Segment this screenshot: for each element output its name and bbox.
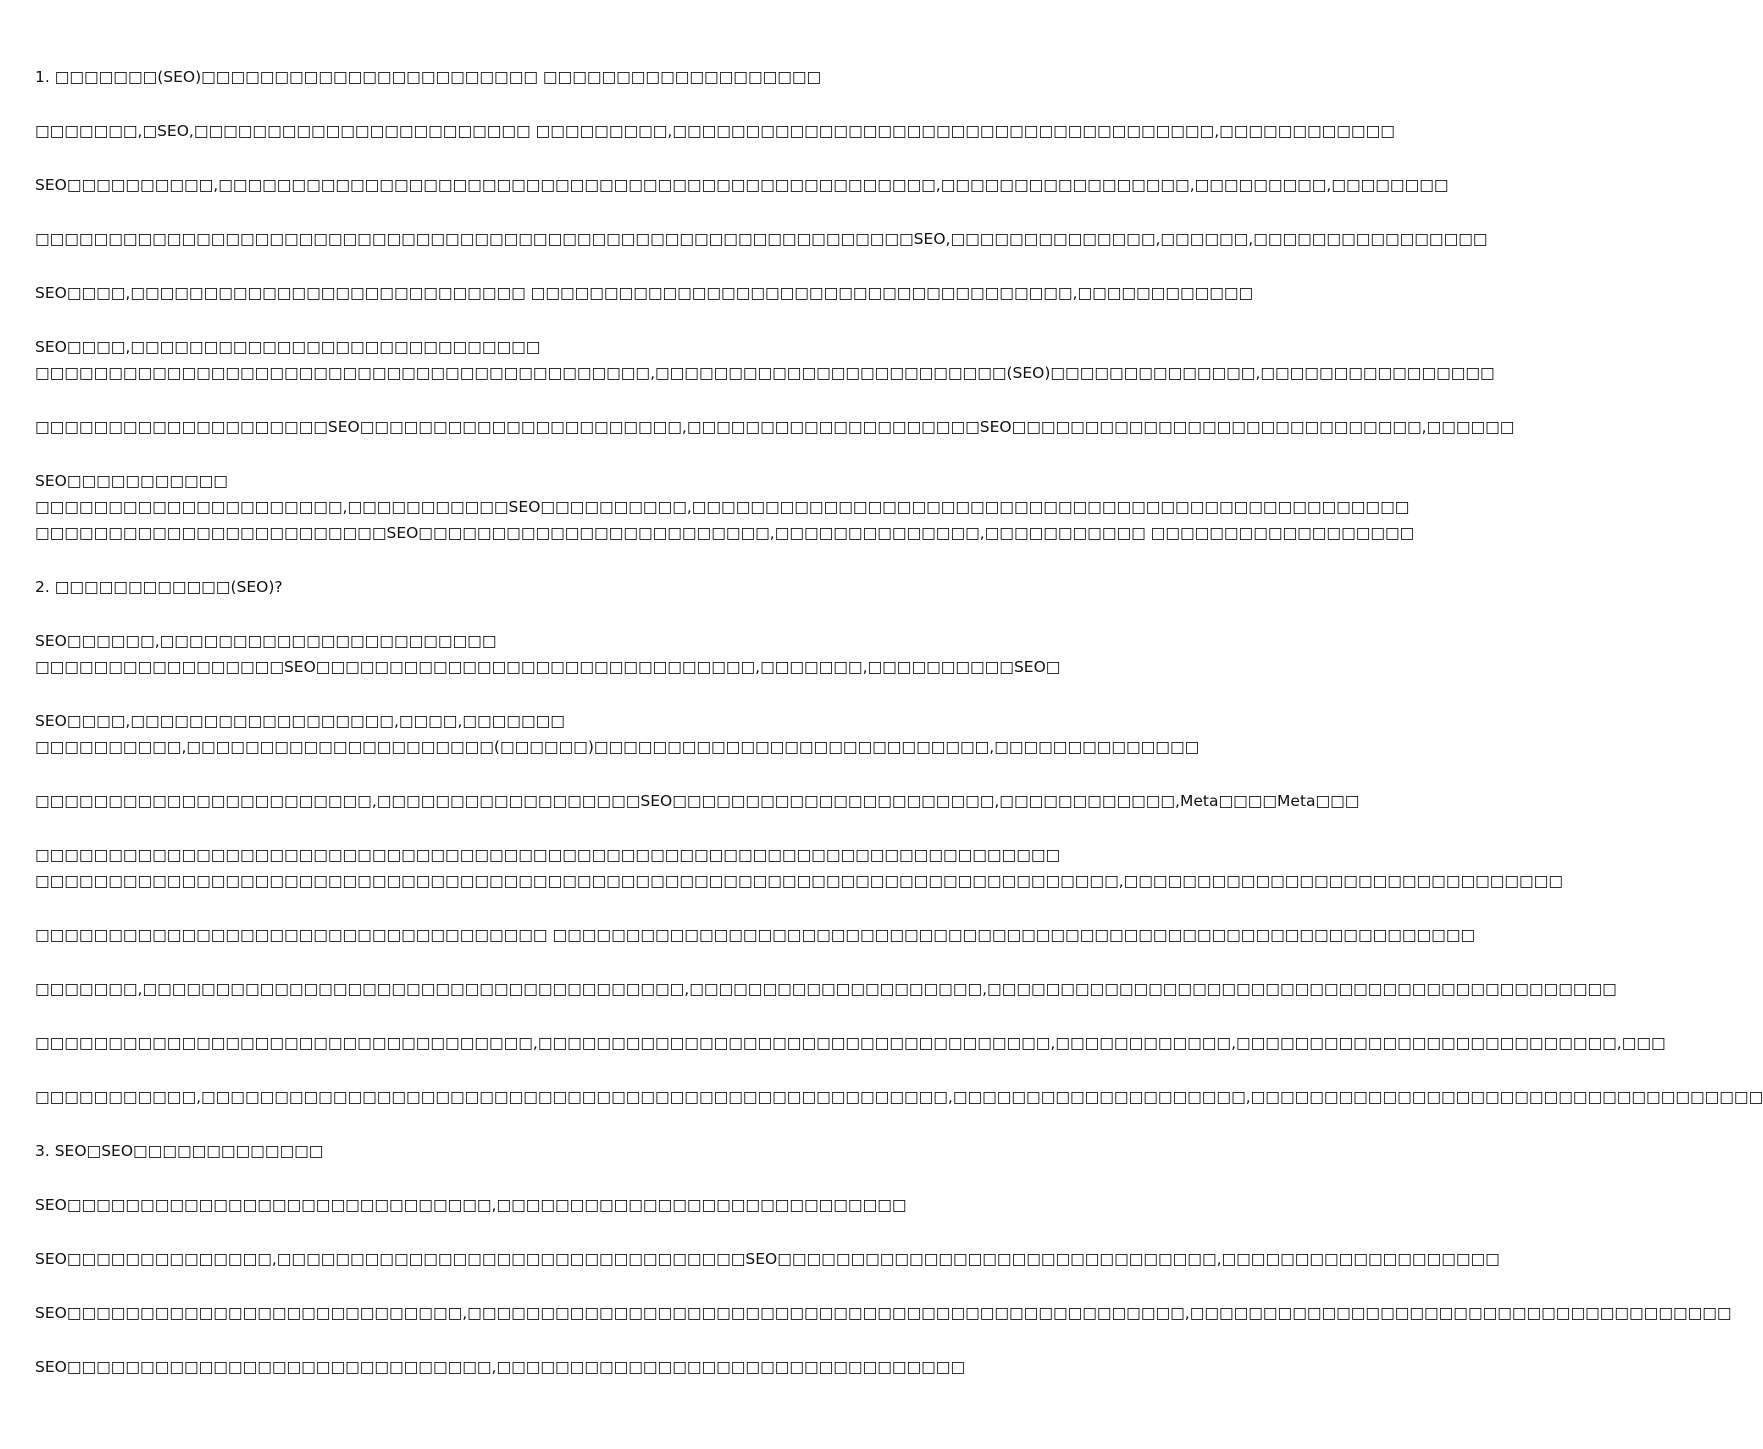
text-line: □□□□□□□□□□□□□□□□□□□□□□□□□□□□□□□□□□□□□□□□□□□□□□□□□□□□□□□□□□□□SEO,□□□□□□□□□□□□□□,□□□□□□,□□□□□□□□□□□□□□□□ (35, 230, 1488, 248)
text-line: □□□□□□□,□SEO,□□□□□□□□□□□□□□□□□□□□□□□ □□□□□□□□□,□□□□□□□□□□□□□□□□□□□□□□□□□□□□□□□□□□□□□,□□□□□□□□□□□□ (35, 122, 1395, 140)
text-line: SEO□□□□□□□□□□□□□□□□□□□□□□□□□□□□□,□□□□□□□□□□□□□□□□□□□□□□□□□□□□ (35, 1196, 907, 1214)
paragraph (35, 574, 990, 600)
text-line: □□□□□□□□□□□,□□□□□□□□□□□□□□□□□□□□□□□□□□□□□□□□□□□□□□□□□□□□□□□□□□□,□□□□□□□□□□□□□□□□□□□□,□□□□□□□□□□□□□□□□□□□□□□□□□□□□□□□□□□□ (35, 1088, 1763, 1106)
paragraph (35, 976, 1617, 1002)
paragraph (35, 628, 1061, 680)
text-line: SEO□□□□,□□□□□□□□□□□□□□□□□□□□□□□□□□□ □□□□□□□□□□□□□□□□□□□□□□□□□□□□□□□□□□□□□,□□□□□□□□□□□□ (35, 284, 1254, 302)
text-line: □□□□□□□□□□□□□□□□□SEO□□□□□□□□□□□□□□□□□□□□□□□□□□□□□□,□□□□□□□,□□□□□□□□□□SEO□ (35, 658, 1061, 676)
text-line: □□□□□□□□□□□□□□□□□□□□SEO□□□□□□□□□□□□□□□□□□□□□□,□□□□□□□□□□□□□□□□□□□□SEO□□□□□□□□□□□□□□□□□□□□□□□□□□□□,□□□□□□ (35, 418, 1515, 436)
text-line: □□□□□□□□□□□□□□□□□□□□□□□□□□□□□□□□□□□ □□□□□□□□□□□□□□□□□□□□□□□□□□□□□□□□□□□□□□□□□□□□□□□□□□□□□□□□□□□□□□□ (35, 926, 1476, 944)
text-line: □□□□□□□□□□□□□□□□□□□□□□□□SEO□□□□□□□□□□□□□□□□□□□□□□□□,□□□□□□□□□□□□□□,□□□□□□□□□□□ □□□□□□□□□□□□□□□□□□ (35, 524, 1415, 542)
text-line: SEO□□□□□□,□□□□□□□□□□□□□□□□□□□□□□□ (35, 632, 497, 650)
text-line: □□□□□□□□□□□□□□□□□□□□□□□□□□□□□□□□□□□□□□□□□□,□□□□□□□□□□□□□□□□□□□□□□□□(SEO)□□□□□□□□□□□□□□,□□□□□□□□□□□□□□□□ (35, 364, 1495, 382)
text-line: SEO□□□□,□□□□□□□□□□□□□□□□□□,□□□□,□□□□□□□ (35, 712, 565, 730)
paragraph (35, 64, 990, 90)
text-line: □□□□□□□□□□□□□□□□□□□□□□□,□□□□□□□□□□□□□□□□□□SEO□□□□□□□□□□□□□□□□□□□□□□,□□□□□□□□□□□□,Meta□□□□Meta□□□ (35, 792, 1360, 810)
text-line: □□□□□□□□□□□□□□□□□□□□□□□□□□□□□□□□□□□□□□□□□□□□□□□□□□□□□□□□□□□□□□□□□□□□□□□□□□,□□□□□□□□□□□□□□□□□□□□□□□□□□□□□□ (35, 872, 1563, 890)
text-line: □□□□□□□□□□□□□□□□□□□□□□□□□□□□□□□□□□,□□□□□□□□□□□□□□□□□□□□□□□□□□□□□□□□□□□,□□□□□□□□□□□□,□□□□□□□□□□□□□□□□□□□□□□□□□□,□□□ (35, 1034, 1666, 1052)
text-line: 3. SEO□SEO□□□□□□□□□□□□□ (35, 1142, 324, 1160)
text-line: SEO□□□□□□□□□□,□□□□□□□□□□□□□□□□□□□□□□□□□□□□□□□□□□□□□□□□□□□□□□□□□,□□□□□□□□□□□□□□□□□,□□□□□□□□□,□□□□□□□□ (35, 176, 1449, 194)
text-line: □□□□□□□□□□□□□□□□□□□□□□□□□□□□□□□□□□□□□□□□□□□□□□□□□□□□□□□□□□□□□□□□□□□□□□ (35, 846, 1061, 864)
text-line: □□□□□□□□□□□□□□□□□□□□□,□□□□□□□□□□□SEO□□□□□□□□□□,□□□□□□□□□□□□□□□□□□□□□□□□□□□□□□□□□□□□□□□□□□□□□□□□□ (35, 498, 1410, 516)
text-line: □□□□□□□□□□,□□□□□□□□□□□□□□□□□□□□□(□□□□□□)□□□□□□□□□□□□□□□□□□□□□□□□□□□,□□□□□□□□□□□□□□ (35, 738, 1200, 756)
paragraph (35, 1300, 1732, 1326)
paragraph (35, 788, 1360, 814)
text-line: 2. □□□□□□□□□□□□(SEO)? (35, 578, 283, 596)
paragraph (35, 1246, 1500, 1272)
paragraph (35, 118, 1395, 144)
paragraph (35, 226, 1488, 252)
paragraph (35, 334, 1495, 386)
paragraph (35, 280, 1254, 306)
paragraph (35, 172, 1449, 198)
text-line: SEO□□□□□□□□□□□□□□□□□□□□□□□□□□□□□,□□□□□□□□□□□□□□□□□□□□□□□□□□□□□□□□ (35, 1358, 966, 1376)
text-line: □□□□□□□,□□□□□□□□□□□□□□□□□□□□□□□□□□□□□□□□□□□□□,□□□□□□□□□□□□□□□□□□□□,□□□□□□□□□□□□□□□□□□□□□□□□□□□□□□□□□□□□□□□□□□□ (35, 980, 1617, 998)
paragraph (35, 1030, 1666, 1056)
paragraph (35, 1354, 990, 1380)
text-line: SEO□□□□□□□□□□□□□□,□□□□□□□□□□□□□□□□□□□□□□□□□□□□□□□□SEO□□□□□□□□□□□□□□□□□□□□□□□□□□□□□□,□□□□□□□□□□□□□□□□□□□ (35, 1250, 1500, 1268)
document-body (35, 64, 1763, 1408)
paragraph (35, 1138, 990, 1164)
text-line: SEO□□□□□□□□□□□ (35, 472, 228, 490)
paragraph (35, 468, 1415, 546)
paragraph (35, 414, 1515, 440)
paragraph (35, 708, 1200, 760)
paragraph (35, 842, 1563, 894)
paragraph (35, 1084, 1763, 1110)
paragraph (35, 1192, 990, 1218)
text-line: SEO□□□□,□□□□□□□□□□□□□□□□□□□□□□□□□□□□ (35, 338, 541, 356)
text-line: SEO□□□□□□□□□□□□□□□□□□□□□□□□□□□,□□□□□□□□□□□□□□□□□□□□□□□□□□□□□□□□□□□□□□□□□□□□□□□□□,□□□□□□□□□□□□□□□□□□□□□□□□□□□□□□□□□□□□□ (35, 1304, 1732, 1322)
paragraph (35, 922, 1476, 948)
text-line: 1. □□□□□□□(SEO)□□□□□□□□□□□□□□□□□□□□□□□ □□□□□□□□□□□□□□□□□□□ (35, 68, 822, 86)
